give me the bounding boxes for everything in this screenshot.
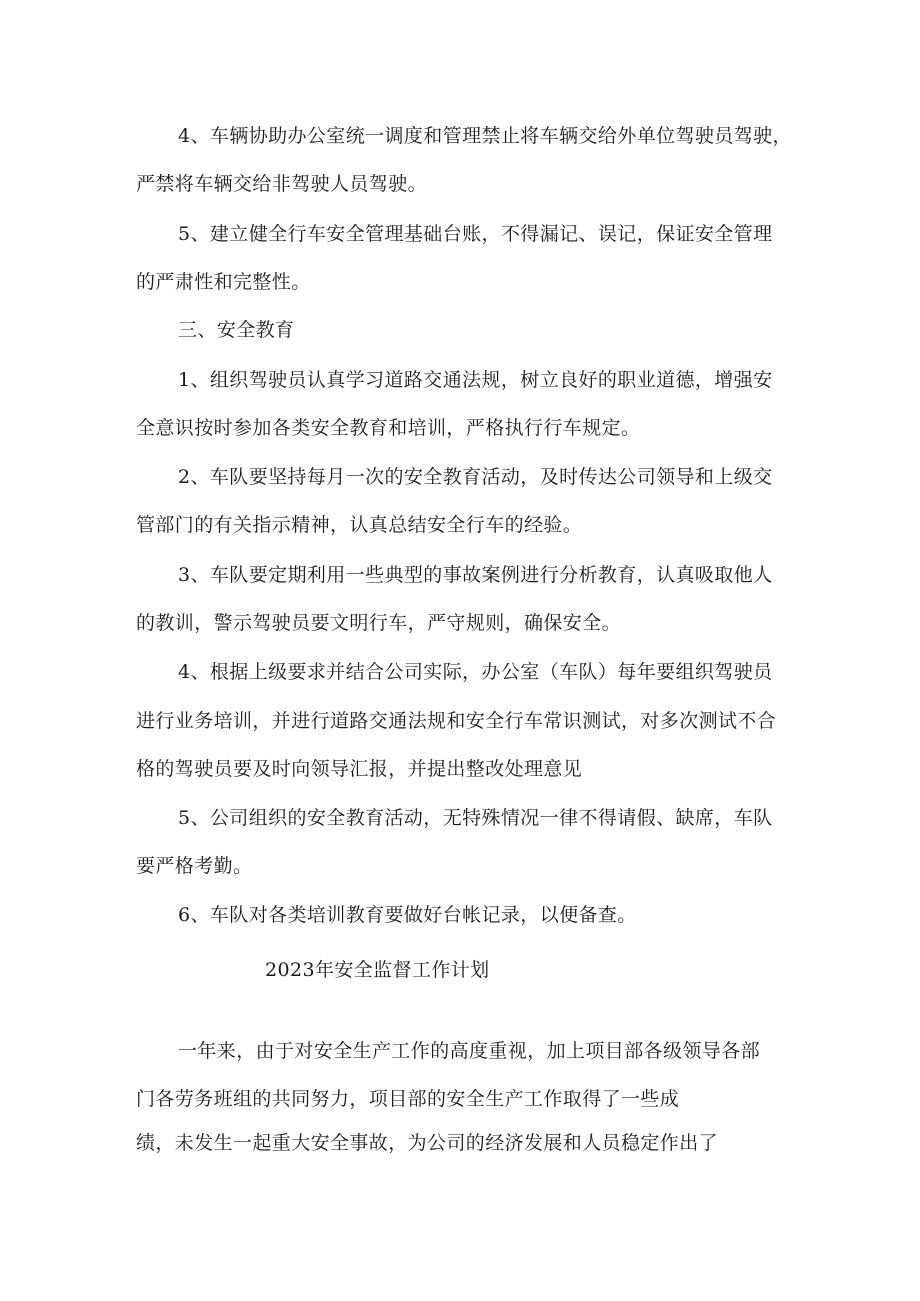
vehicle-rule-4-line-2: 严禁将车辆交给非驾驶人员驾驶。 xyxy=(136,173,428,195)
vehicle-rule-5-line-2: 的严肃性和完整性。 xyxy=(136,271,311,293)
education-item-5-line-1: 5、公司组织的安全教育活动，无特殊情况一律不得请假、缺席，车队 xyxy=(178,807,773,829)
education-item-1-line-2: 全意识按时参加各类安全教育和培训，严格执行行车规定。 xyxy=(136,417,641,439)
education-item-4-line-3: 格的驾驶员要及时向领导汇报，并提出整改处理意见 xyxy=(136,758,583,780)
education-item-6-line-1: 6、车队对各类培训教育要做好台帐记录，以便备查。 xyxy=(178,904,637,926)
plan-paragraph-line-3: 绩，未发生一起重大安全事故，为公司的经济发展和人员稳定作出了 xyxy=(136,1132,719,1154)
education-item-5-line-2: 要严格考勤。 xyxy=(136,855,253,877)
plan-paragraph-line-1: 一年来，由于对安全生产工作的高度重视，加上项目部各级领导各部 xyxy=(178,1040,761,1062)
plan-title: 2023年安全监督工作计划 xyxy=(265,959,490,981)
education-item-4-line-1: 4、根据上级要求并结合公司实际，办公室（车队）每年要组织驾驶员 xyxy=(178,661,773,683)
education-item-2-line-2: 管部门的有关指示精神，认真总结安全行车的经验。 xyxy=(136,514,583,536)
section-heading-safety-education: 三、安全教育 xyxy=(178,319,295,341)
education-item-2-line-1: 2、车队要坚持每月一次的安全教育活动，及时传达公司领导和上级交 xyxy=(178,466,773,488)
education-item-1-line-1: 1、组织驾驶员认真学习道路交通法规，树立良好的职业道德，增强安 xyxy=(178,369,773,391)
vehicle-rule-4-line-1: 4、车辆协助办公室统一调度和管理禁止将车辆交给外单位驾驶员驾驶， xyxy=(178,125,792,147)
education-item-4-line-2: 进行业务培训，并进行道路交通法规和安全行车常识测试，对多次测试不合 xyxy=(136,710,777,732)
education-item-3-line-2: 的教训，警示驾驶员要文明行车，严守规则，确保安全。 xyxy=(136,612,622,634)
education-item-3-line-1: 3、车队要定期利用一些典型的事故案例进行分析教育，认真吸取他人 xyxy=(178,564,773,586)
vehicle-rule-5-line-1: 5、建立健全行车安全管理基础台账，不得漏记、误记，保证安全管理 xyxy=(178,223,773,245)
plan-paragraph-line-2: 门各劳务班组的共同努力，项目部的安全生产工作取得了一些成 xyxy=(136,1088,680,1110)
